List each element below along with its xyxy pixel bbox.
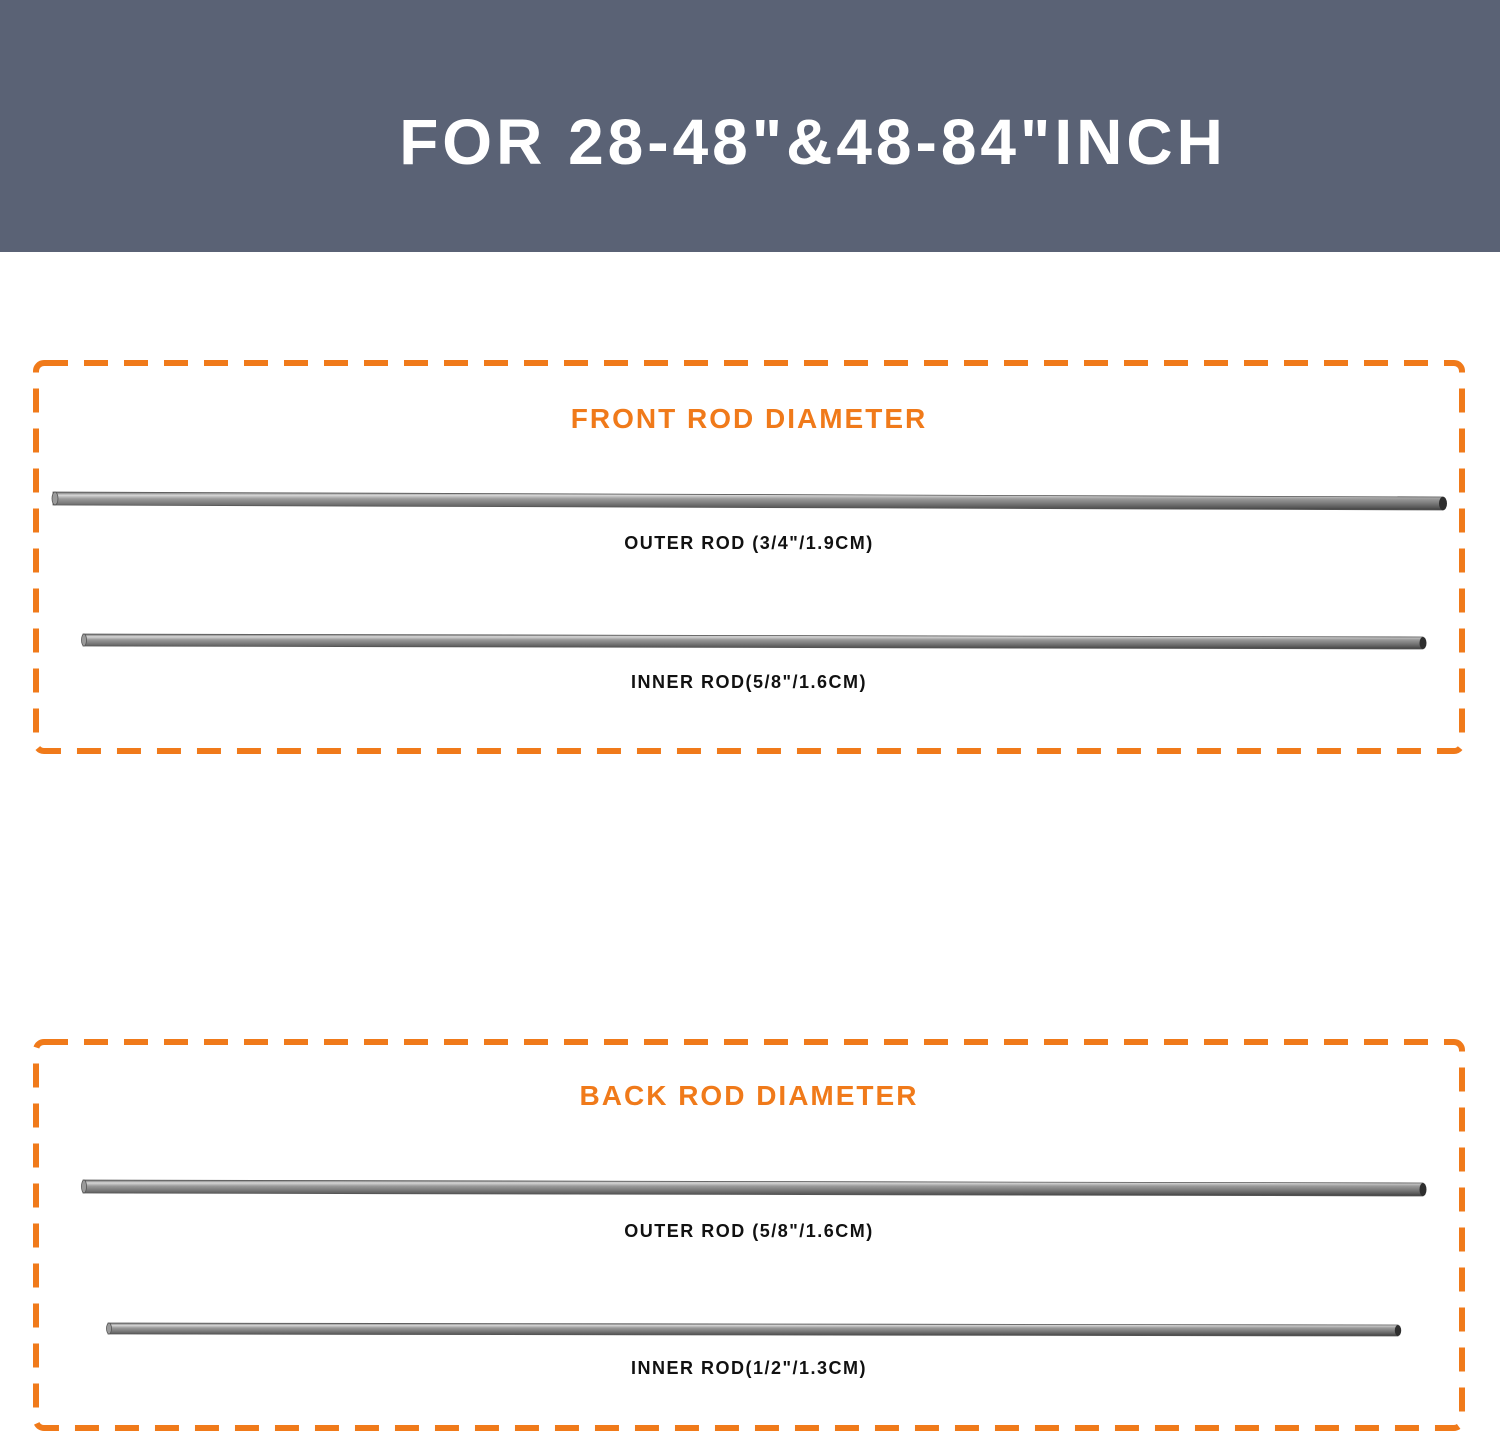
front-rod-title: FRONT ROD DIAMETER xyxy=(570,403,928,434)
back-outer-rod-image xyxy=(83,1178,1429,1200)
back-inner-rod-image xyxy=(108,1321,1404,1339)
back-rod-panel xyxy=(33,1039,1465,1431)
banner-title: FOR 28-48"&48-84"INCH xyxy=(399,106,1227,178)
front-outer-rod-label: OUTER ROD (3/4"/1.9CM) xyxy=(624,533,874,553)
back-inner-rod-label: INNER ROD(1/2"/1.3CM) xyxy=(630,1358,868,1378)
header-banner xyxy=(0,0,1500,252)
back-rod-title: BACK ROD DIAMETER xyxy=(579,1080,919,1111)
front-outer-rod-image xyxy=(53,490,1449,514)
front-inner-rod-label: INNER ROD(5/8"/1.6CM) xyxy=(630,672,868,692)
front-inner-rod-image xyxy=(83,632,1429,652)
back-outer-rod-label: OUTER ROD (5/8"/1.6CM) xyxy=(624,1221,874,1241)
front-rod-panel xyxy=(33,360,1465,754)
